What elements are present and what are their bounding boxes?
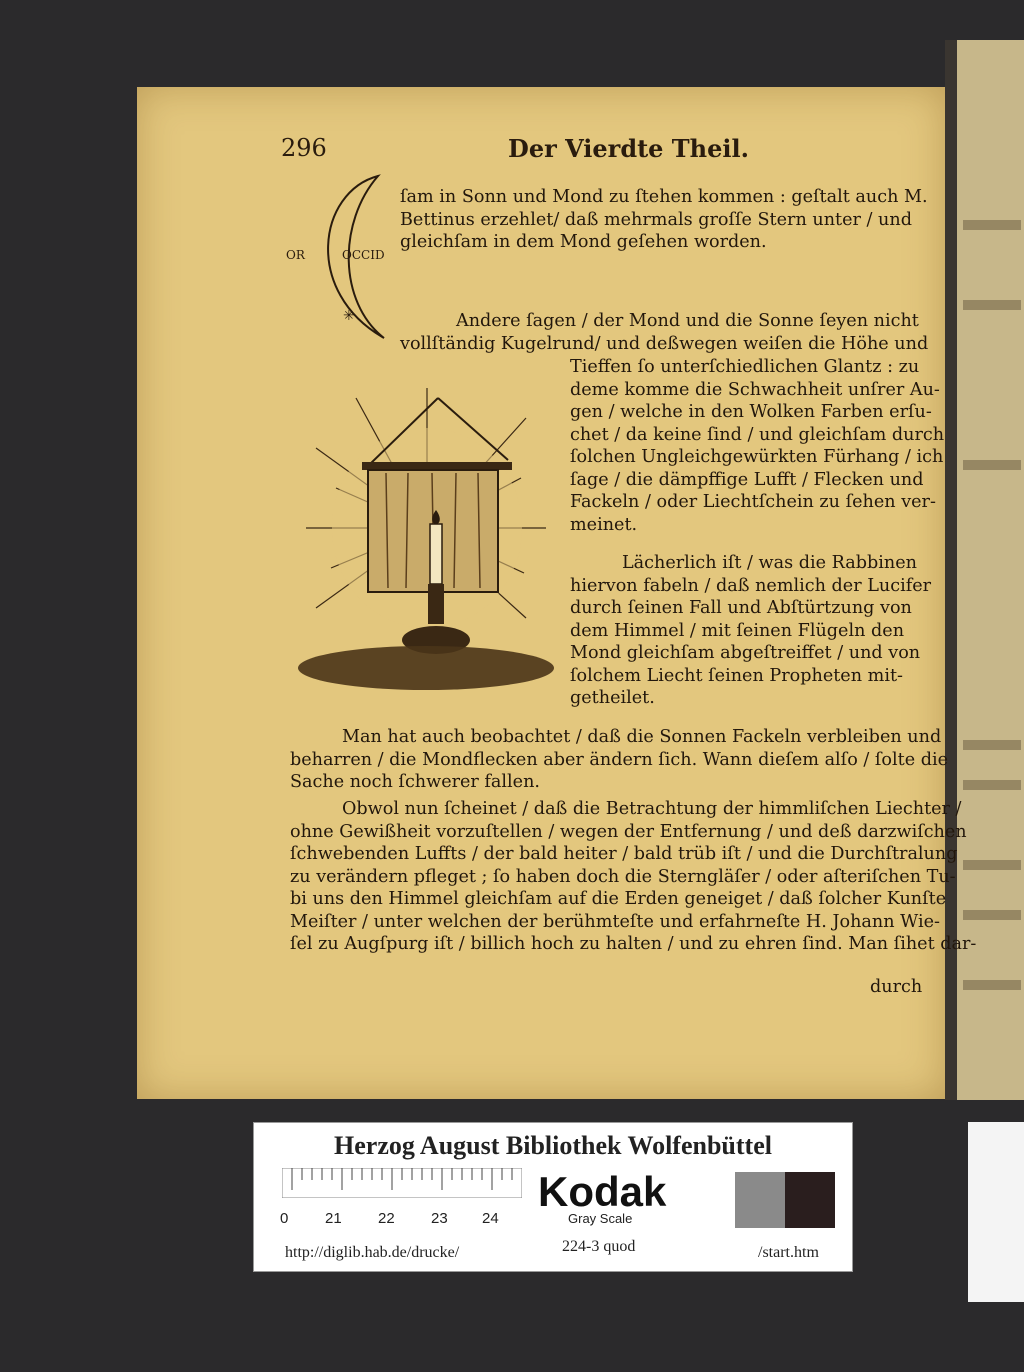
text-line: Tieffen ſo unterſchiedlichen Glantz : zu: [570, 357, 920, 377]
text-line: gleichſam in dem Mond geſehen worden.: [400, 232, 767, 252]
curtain-rod: [362, 462, 512, 470]
text-line: durch ſeinen Fall und Abſtürtzung von: [570, 598, 912, 618]
ruler: [282, 1168, 522, 1198]
text-line: ſam in Sonn und Mond zu ſtehen kommen : geſtalt auch M.: [400, 187, 928, 207]
catchword: durch: [870, 977, 923, 997]
bleed-through-line: [963, 220, 1021, 230]
page-number: 296: [281, 134, 327, 162]
paragraph-2-head: [400, 310, 928, 355]
text-line: chet / da keine ſind / und gleichſam durch: [570, 424, 945, 445]
ruler-label: 21: [325, 1210, 342, 1227]
moon-label-orient: OR: [286, 248, 305, 262]
text-line: bi uns den Himmel gleichſam auf die Erden geneiget / daß ſolcher Kunſte: [290, 889, 947, 909]
text-line: ſolchem Liecht ſeinen Propheten mit-: [570, 665, 903, 686]
adjacent-target-card: [968, 1122, 1024, 1302]
text-line: zu verändern pfleget ; ſo haben doch die Sterngläſer / oder aſteriſchen Tu-: [290, 866, 956, 887]
paragraph-3: [570, 552, 931, 710]
paragraph-4: [290, 726, 948, 794]
candle: [430, 524, 442, 584]
shelfmark: 224-3 quod: [562, 1238, 636, 1255]
text-line: Lächerlich iſt / was die Rabbinen: [622, 553, 917, 573]
ground-shadow: [298, 646, 554, 690]
candlestick: [428, 584, 444, 624]
star-icon: ✳: [343, 308, 355, 324]
text-line: Fackeln / oder Liechtſchein zu ſehen ver-: [570, 492, 936, 512]
text-line: Obwol nun ſcheinet / daß die Betrachtung der himmliſchen Liechter /: [342, 799, 962, 819]
text-line: ſage / die dämpffige Lufft / Flecken und: [570, 469, 924, 490]
moon-label-occident: OCCID: [342, 248, 385, 262]
text-line: ſel zu Augſpurg iſt / billich hoch zu halten / und zu ehren ſind. Man ſihet dar-: [290, 934, 977, 954]
text-line: ohne Gewißheit vorzuſtellen / wegen der Entfernung / und deß darzwiſchen: [290, 821, 967, 842]
text-line: dem Himmel / mit ſeinen Flügeln den: [570, 620, 905, 641]
running-head: Der Vierdte Theil.: [508, 134, 749, 163]
ruler-label: 0: [280, 1210, 289, 1227]
url-left: http://diglib.hab.de/drucke/: [285, 1244, 460, 1261]
url-right: /start.htm: [758, 1244, 819, 1261]
text-line: Sache noch ſchwerer fallen.: [290, 772, 541, 792]
candle-curtain-illustration: [296, 378, 558, 700]
kodak-logo: Kodak: [538, 1168, 667, 1215]
text-line: ſolchen Ungleichgewürkten Fürhang / ich: [570, 447, 944, 467]
gray-swatch-mid: [735, 1172, 785, 1228]
text-line: Andere ſagen / der Mond und die Sonne ſeyen nicht: [456, 311, 919, 331]
text-line: Bettinus erzehlet/ daß mehrmals groſſe Stern unter / und: [400, 209, 912, 230]
paragraph-1: [400, 186, 928, 254]
gray-swatch-dark: [785, 1172, 835, 1228]
library-title: Herzog August Bibliothek Wolfenbüttel: [334, 1131, 772, 1160]
bleed-through-line: [963, 300, 1021, 310]
text-line: deme komme die Schwachheit unſrer Au-: [570, 379, 940, 400]
paragraph-5: [290, 798, 976, 956]
text-line: meinet.: [570, 514, 638, 535]
text-line: getheilet.: [570, 688, 655, 708]
text-line: vollſtändig Kugelrund/ und deßwegen weiſen die Höhe und: [400, 333, 929, 354]
ruler-label: 24: [482, 1210, 499, 1227]
ruler-label: 23: [431, 1210, 448, 1227]
bleed-through-line: [963, 460, 1021, 470]
text-line: ſchwebenden Luffts / der bald heiter / bald trüb iſt / und die Durchſtralung: [290, 844, 958, 864]
paragraph-2-narrow: [570, 356, 944, 536]
gray-scale-label: Gray Scale: [568, 1211, 633, 1226]
bleed-through-line: [963, 980, 1021, 990]
ruler-label: 22: [378, 1210, 395, 1227]
bleed-through-line: [963, 780, 1021, 790]
text-line: Man hat auch beobachtet / daß die Sonnen Fackeln verbleiben und: [342, 727, 942, 747]
text-line: Meiſter / unter welchen der berühmteſte und erfahrneſte H. Johann Wie-: [290, 911, 940, 932]
text-line: hiervon fabeln / daß nemlich der Lucifer: [570, 575, 932, 596]
text-line: gen / welche in den Wolken Farben erſu-: [570, 402, 932, 422]
text-line: Mond gleichſam abgeſtreiffet / und von: [570, 643, 921, 663]
bleed-through-line: [963, 740, 1021, 750]
text-line: beharren / die Mondflecken aber ändern ſich. Wann dieſem alſo / ſolte die: [290, 749, 949, 770]
